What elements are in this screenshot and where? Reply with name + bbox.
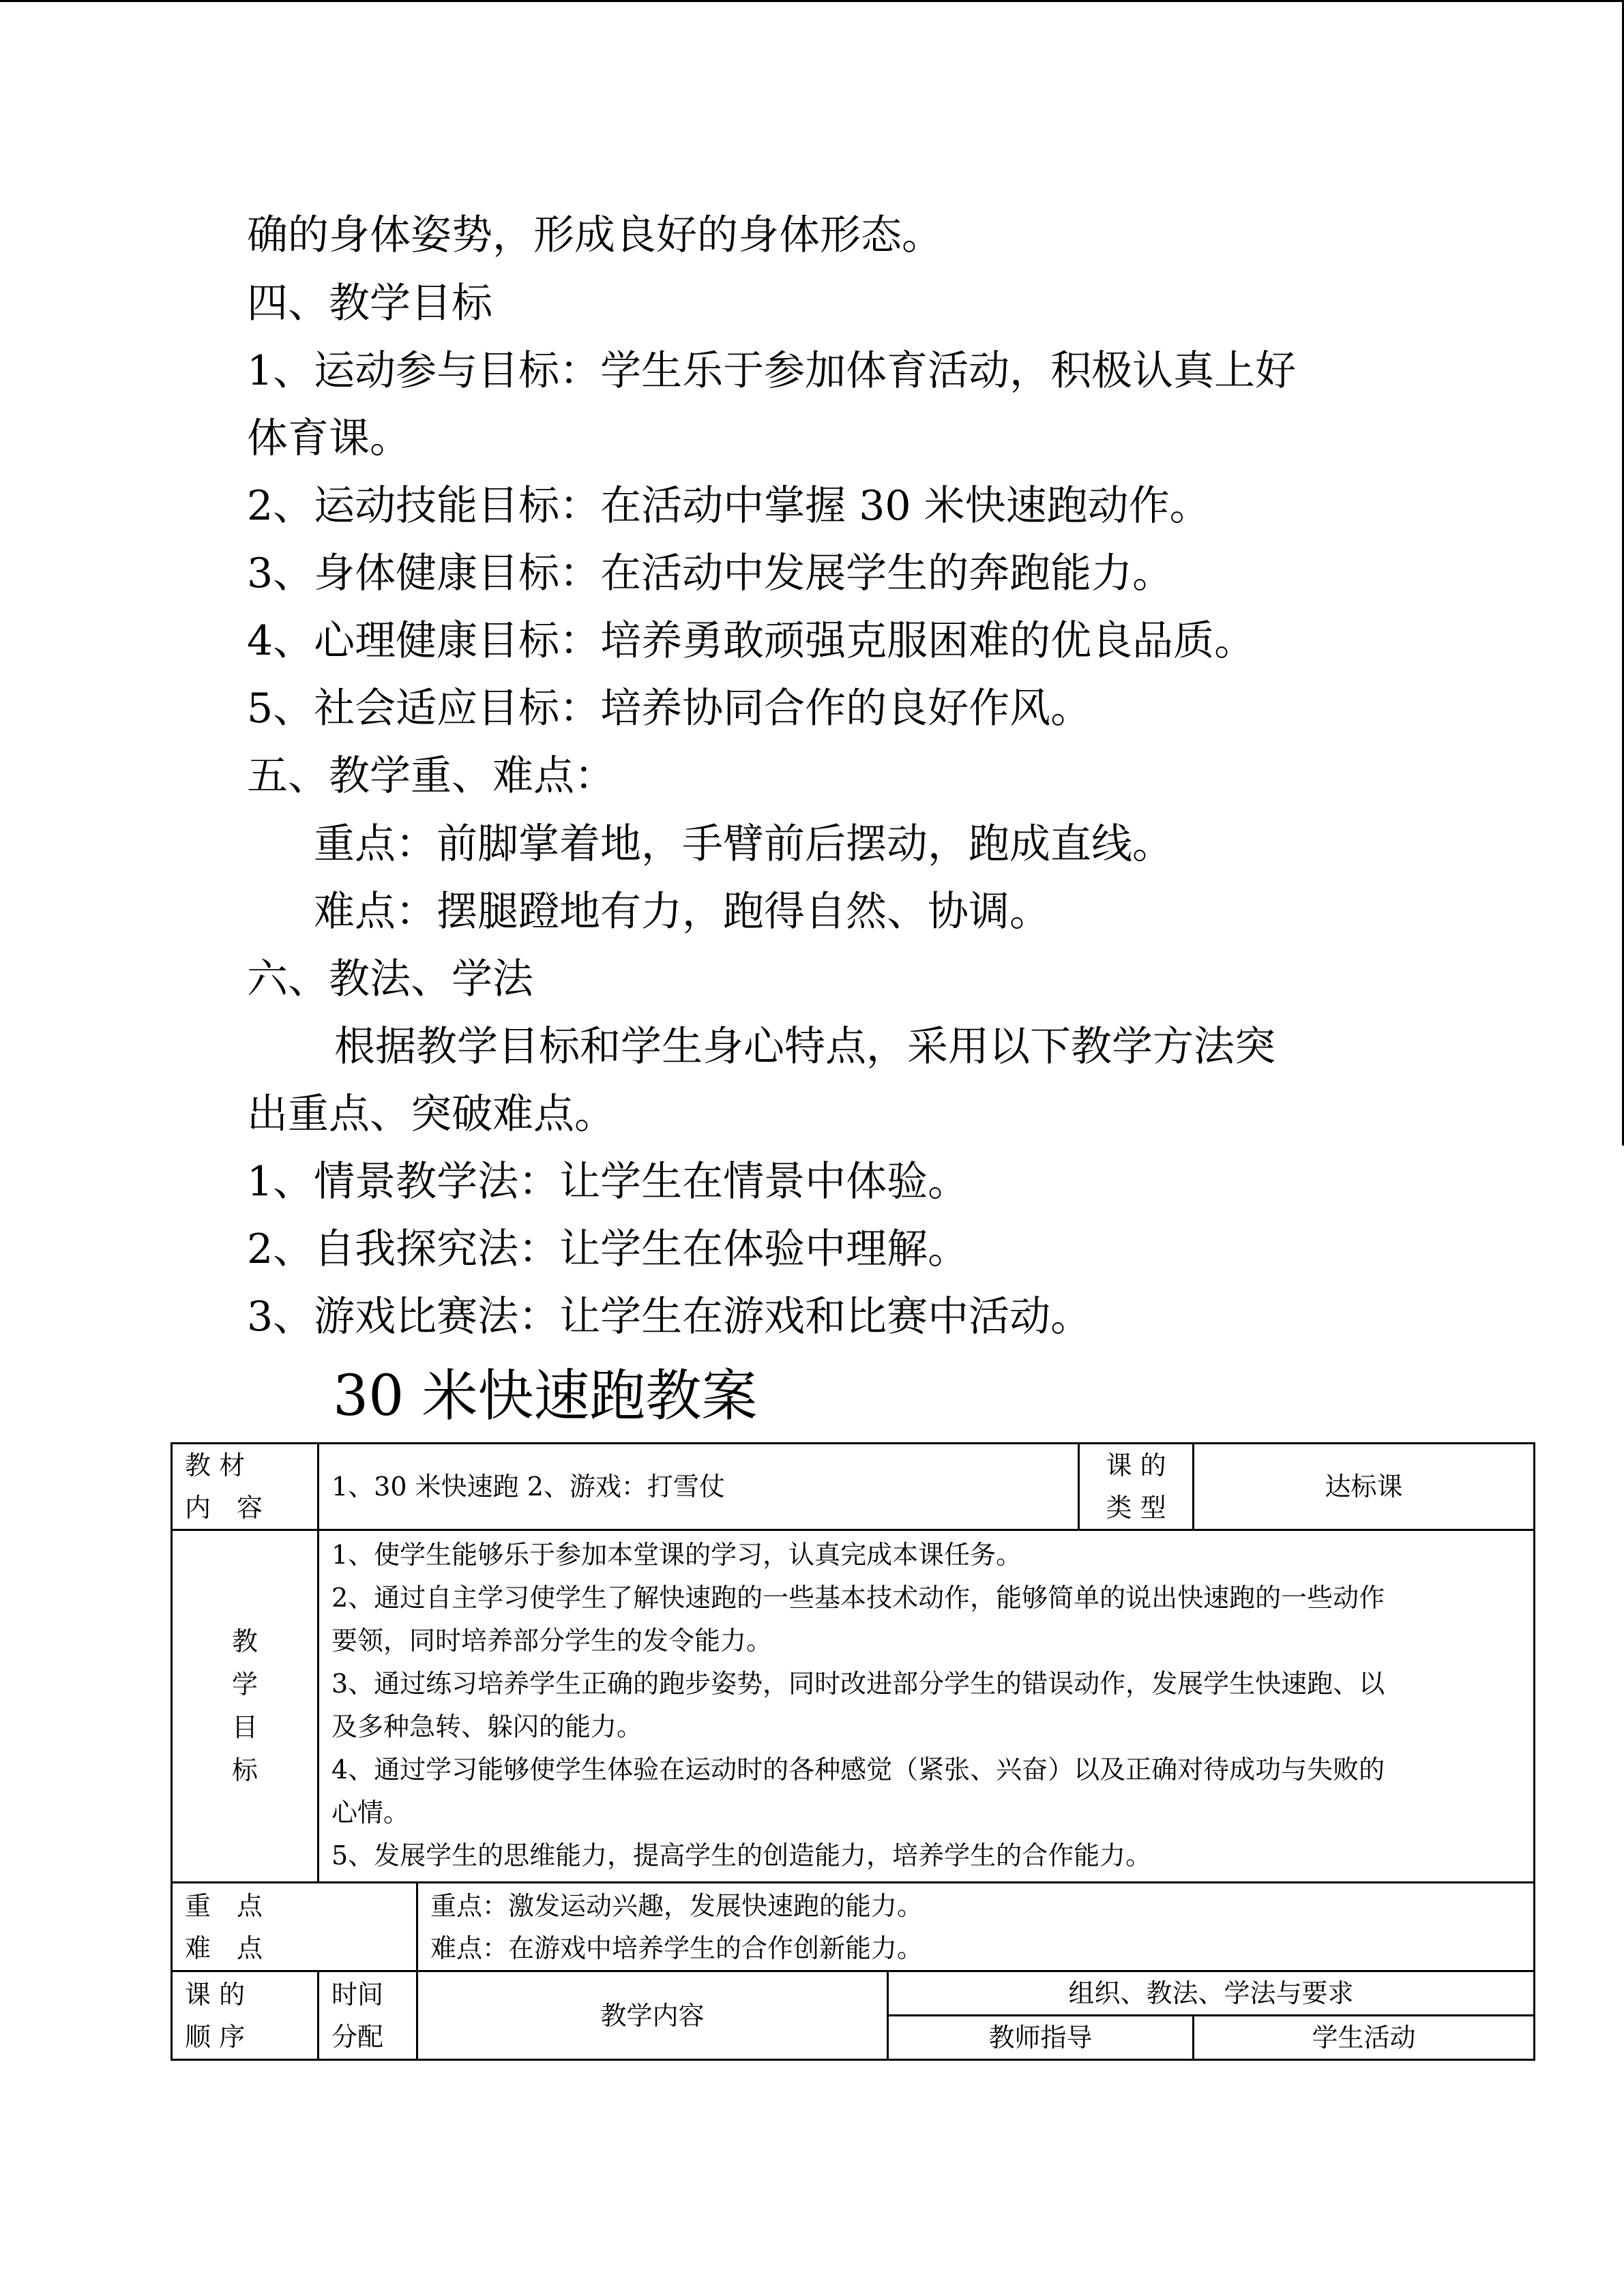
content-header: 教学内容: [417, 1971, 888, 2060]
lesson-plan-table: [171, 1442, 1535, 2061]
order-label-cell: [172, 1971, 319, 2060]
order-label: 顺 序: [185, 2021, 246, 2052]
key-points-label: 重 点: [185, 1890, 263, 1921]
goal-line: 2、通过自主学习使学生了解快速跑的一些基本技术动作，能够简单的说出快速跑的一些动作: [331, 1583, 1385, 1613]
material-label-cell: [172, 1444, 319, 1530]
lesson-type-label: 类 型: [1106, 1493, 1166, 1523]
goals-row: [172, 1530, 1535, 1883]
goal-line: 心情。: [331, 1798, 410, 1828]
paragraph-line: 1、运动参与目标：学生乐于参加体育活动，积极认真上好: [247, 347, 1297, 395]
time-label: 分配: [331, 2021, 384, 2052]
goals-label-char: 学: [231, 1669, 258, 1699]
material-row: [172, 1444, 1535, 1530]
key-point: 重点：激发运动兴趣，发展快速跑的能力。: [430, 1890, 924, 1921]
key-points-row: [172, 1883, 1535, 1971]
key-points-label: 难 点: [185, 1933, 263, 1963]
goal-line: 及多种急转、躲闪的能力。: [331, 1712, 643, 1742]
paragraph-line: 4、心理健康目标：培养勇敢顽强克服困难的优良品质。: [247, 617, 1256, 665]
paragraph-line: 2、运动技能目标：在活动中掌握 30 米快速跑动作。: [247, 482, 1211, 530]
paragraph-line: 3、身体健康目标：在活动中发展学生的奔跑能力。: [247, 550, 1174, 597]
difficult-point: 难点：在游戏中培养学生的合作创新能力。: [430, 1933, 924, 1963]
material-label: 教 材: [185, 1450, 246, 1480]
lesson-type-label: 课 的: [1106, 1450, 1166, 1480]
organization-header: 组织、教法、学法与要求: [888, 1971, 1535, 2016]
teacher-guidance-header: 教师指导: [888, 2016, 1194, 2060]
time-label: 时间: [331, 1979, 384, 2010]
goals-label-char: 标: [231, 1755, 258, 1785]
material-label: 内 容: [185, 1493, 263, 1523]
lesson-type-label-cell: [1079, 1444, 1194, 1530]
goal-line: 4、通过学习能够使学生体验在运动时的各种感觉（紧张、兴奋）以及正确对待成功与失败的: [331, 1755, 1385, 1785]
order-label: 课 的: [185, 1979, 246, 2010]
goal-line: 5、发展学生的思维能力，提高学生的创造能力，培养学生的合作能力。: [331, 1840, 1152, 1870]
lesson-plan-title: 30 米快速跑教案: [333, 1364, 758, 1429]
goals-label-char: 教: [231, 1626, 258, 1656]
goal-line: 3、通过练习培养学生正确的跑步姿势，同时改进部分学生的错误动作，发展学生快速跑、以: [331, 1669, 1385, 1699]
header-row-1: [172, 1971, 1535, 2016]
paragraph-line: 2、自我探究法：让学生在体验中理解。: [247, 1225, 969, 1273]
goals-content: [319, 1530, 1535, 1883]
paragraph-line: 3、游戏比赛法：让学生在游戏和比赛中活动。: [247, 1293, 1092, 1341]
paragraph-line: 确的身体姿势，形成良好的身体形态。: [247, 211, 943, 259]
paragraph-line: 难点：摆腿蹬地有力，跑得自然、协调。: [314, 888, 1050, 936]
goal-line: 要领，同时培养部分学生的发令能力。: [331, 1626, 773, 1656]
paragraph-line: 1、情景教学法：让学生在情景中体验。: [247, 1158, 969, 1206]
time-label-cell: [319, 1971, 417, 2060]
key-points-content: [417, 1883, 1535, 1971]
paragraph-line: 体育课。: [247, 415, 411, 462]
paragraph-line: 根据教学目标和学生身心特点，采用以下教学方法突: [334, 1023, 1275, 1071]
section-heading: 六、教法、学法: [247, 955, 533, 1003]
paragraph-line: 5、社会适应目标：培养协同合作的良好作风。: [247, 685, 1092, 732]
lesson-type-value: 达标课: [1194, 1444, 1535, 1530]
key-points-label-cell: [172, 1883, 417, 1971]
section-heading: 五、教学重、难点：: [247, 752, 615, 800]
student-activity-header: 学生活动: [1194, 2016, 1535, 2060]
goals-label-cell: [172, 1530, 319, 1883]
paragraph-line: 重点：前脚掌着地，手臂前后摆动，跑成直线。: [314, 820, 1173, 868]
goals-label-char: 目: [231, 1712, 258, 1742]
goal-line: 1、使学生能够乐于参加本堂课的学习，认真完成本课任务。: [331, 1540, 1022, 1570]
paragraph-line: 出重点、突破难点。: [247, 1090, 615, 1138]
section-heading: 四、教学目标: [247, 280, 492, 327]
material-content: 1、30 米快速跑 2、游戏：打雪仗: [319, 1444, 1079, 1530]
